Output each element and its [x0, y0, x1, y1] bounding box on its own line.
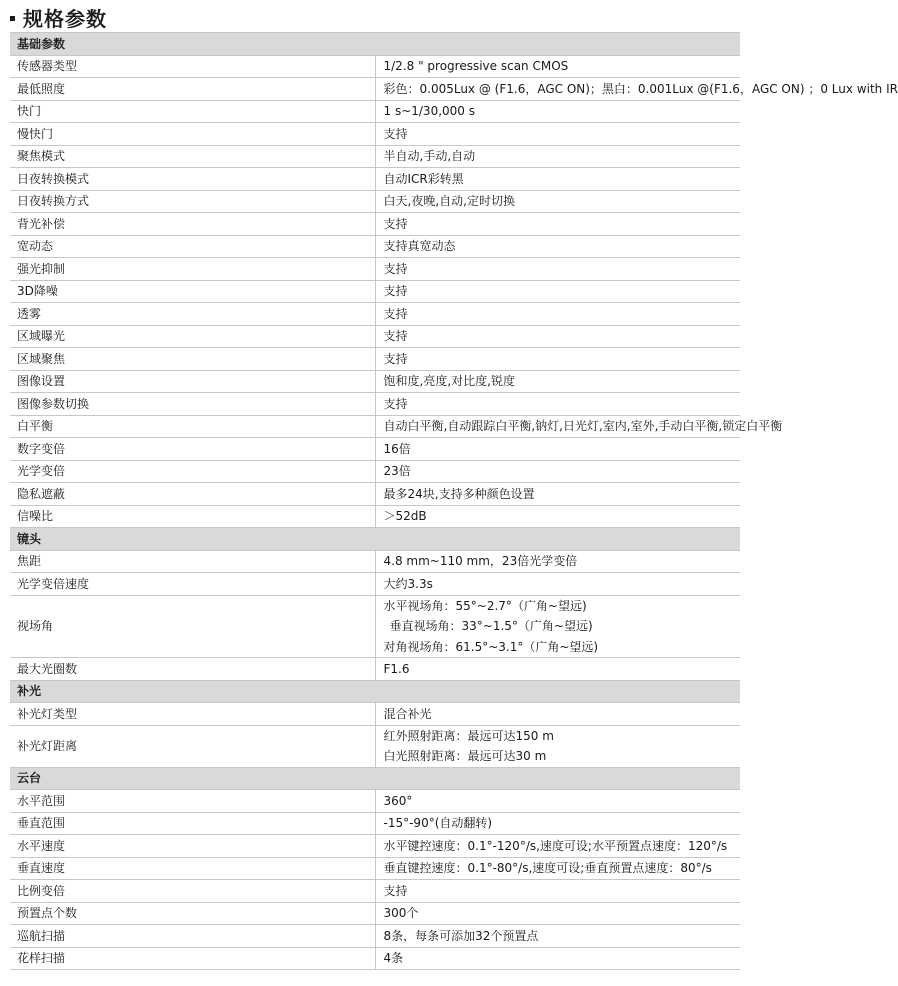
spec-row [10, 100, 740, 123]
fov-diagonal: 对角视场角：61.5°~3.1°（广角~望远) [383, 639, 599, 654]
ir-distance: 红外照射距离：最远可达150 m [383, 728, 554, 743]
spec-value: 大约3.3s [375, 573, 740, 596]
spec-value: 支持 [375, 213, 740, 236]
spec-row-multiline [10, 725, 740, 767]
spec-value: 自动白平衡,自动跟踪白平衡,钠灯,日光灯,室内,室外,手动白平衡,锁定白平衡 [375, 415, 740, 438]
spec-row [10, 258, 740, 281]
section-title: 云台 [10, 767, 740, 790]
spec-label: 最低照度 [10, 78, 375, 101]
spec-row [10, 703, 740, 726]
spec-row [10, 235, 740, 258]
spec-label: 强光抑制 [10, 258, 375, 281]
spec-row [10, 925, 740, 948]
spec-row [10, 55, 740, 78]
spec-row [10, 902, 740, 925]
spec-row [10, 280, 740, 303]
spec-value: 支持 [375, 880, 740, 903]
section-header-fill-light [10, 680, 740, 703]
spec-label: 垂直速度 [10, 857, 375, 880]
spec-row [10, 145, 740, 168]
spec-row [10, 483, 740, 506]
spec-label: 3D降噪 [10, 280, 375, 303]
spec-row [10, 303, 740, 326]
section-header-basic [10, 33, 740, 56]
fov-vertical: 垂直视场角：33°~1.5°（广角~望远) [389, 619, 593, 633]
spec-label: 传感器类型 [10, 55, 375, 78]
spec-row [10, 505, 740, 528]
spec-value: 4.8 mm~110 mm，23倍光学变倍 [375, 550, 740, 573]
spec-label: 水平范围 [10, 790, 375, 813]
spec-value: 彩色：0.005Lux @ (F1.6，AGC ON)；黑白：0.001Lux @(F1.6，AGC ON) ；0 Lux with IR [375, 78, 740, 101]
spec-value: 8条，每条可添加32个预置点 [375, 925, 740, 948]
spec-row [10, 393, 740, 416]
spec-value: 300个 [375, 902, 740, 925]
spec-label: 区域曝光 [10, 325, 375, 348]
spec-value: 混合补光 [375, 703, 740, 726]
spec-label: 焦距 [10, 550, 375, 573]
bullet-icon [10, 16, 15, 21]
spec-value: 1/2.8 " progressive scan CMOS [375, 55, 740, 78]
spec-value: 半自动,手动,自动 [375, 145, 740, 168]
page-title-text: 规格参数 [23, 6, 107, 31]
section-header-ptz [10, 767, 740, 790]
spec-row [10, 835, 740, 858]
section-header-lens [10, 528, 740, 551]
spec-table [10, 32, 898, 970]
spec-value: 白天,夜晚,自动,定时切换 [375, 190, 740, 213]
spec-value: 支持 [375, 280, 740, 303]
spec-row [10, 550, 740, 573]
spec-label: 图像设置 [10, 370, 375, 393]
spec-label: 巡航扫描 [10, 925, 375, 948]
spec-label: 光学变倍 [10, 460, 375, 483]
spec-row [10, 213, 740, 236]
page-title [10, 4, 107, 30]
spec-row [10, 348, 740, 371]
spec-label: 快门 [10, 100, 375, 123]
spec-label: 慢快门 [10, 123, 375, 146]
spec-row [10, 78, 740, 101]
spec-label: 最大光圈数 [10, 658, 375, 681]
spec-value: 支持 [375, 123, 740, 146]
spec-row [10, 325, 740, 348]
spec-label: 补光灯距离 [10, 725, 375, 767]
spec-row-multiline [10, 595, 740, 658]
spec-row [10, 947, 740, 970]
spec-value: F1.6 [375, 658, 740, 681]
spec-value: 支持 [375, 348, 740, 371]
spec-value: ＞52dB [375, 505, 740, 528]
spec-row [10, 370, 740, 393]
spec-value: 支持 [375, 303, 740, 326]
spec-label: 图像参数切换 [10, 393, 375, 416]
spec-value [375, 725, 740, 767]
spec-value: 饱和度,亮度,对比度,锐度 [375, 370, 740, 393]
spec-row [10, 168, 740, 191]
spec-label: 宽动态 [10, 235, 375, 258]
spec-label: 预置点个数 [10, 902, 375, 925]
spec-label: 背光补偿 [10, 213, 375, 236]
spec-value: 最多24块,支持多种颜色设置 [375, 483, 740, 506]
fov-horizontal: 水平视场角：55°~2.7°（广角~望远) [383, 598, 587, 613]
spec-value: 23倍 [375, 460, 740, 483]
spec-value [375, 595, 740, 658]
spec-row [10, 812, 740, 835]
spec-row [10, 438, 740, 461]
spec-value: 自动ICR彩转黑 [375, 168, 740, 191]
section-title: 镜头 [10, 528, 740, 551]
spec-row [10, 857, 740, 880]
spec-label: 隐私遮蔽 [10, 483, 375, 506]
spec-label: 信噪比 [10, 505, 375, 528]
spec-value: -15°-90°(自动翻转) [375, 812, 740, 835]
section-title: 补光 [10, 680, 740, 703]
spec-value: 1 s~1/30,000 s [375, 100, 740, 123]
spec-value: 垂直键控速度：0.1°-80°/s,速度可设;垂直预置点速度：80°/s [375, 857, 740, 880]
spec-value: 16倍 [375, 438, 740, 461]
spec-value: 支持 [375, 393, 740, 416]
spec-row [10, 190, 740, 213]
spec-label: 水平速度 [10, 835, 375, 858]
spec-label: 聚焦模式 [10, 145, 375, 168]
spec-label: 光学变倍速度 [10, 573, 375, 596]
section-title: 基础参数 [10, 33, 740, 56]
spec-label: 视场角 [10, 595, 375, 658]
spec-row [10, 573, 740, 596]
spec-label: 花样扫描 [10, 947, 375, 970]
spec-row [10, 880, 740, 903]
spec-row [10, 460, 740, 483]
spec-label: 垂直范围 [10, 812, 375, 835]
spec-row [10, 658, 740, 681]
spec-label: 数字变倍 [10, 438, 375, 461]
spec-value: 360° [375, 790, 740, 813]
spec-row [10, 123, 740, 146]
spec-label: 比例变倍 [10, 880, 375, 903]
spec-value: 水平键控速度：0.1°-120°/s,速度可设;水平预置点速度：120°/s [375, 835, 740, 858]
spec-label: 区域聚焦 [10, 348, 375, 371]
spec-value: 支持 [375, 258, 740, 281]
spec-value: 4条 [375, 947, 740, 970]
spec-label: 透雾 [10, 303, 375, 326]
white-light-distance: 白光照射距离：最远可达30 m [383, 749, 547, 763]
spec-value: 支持 [375, 325, 740, 348]
spec-row [10, 790, 740, 813]
spec-label: 日夜转换模式 [10, 168, 375, 191]
spec-value: 支持真宽动态 [375, 235, 740, 258]
spec-label: 补光灯类型 [10, 703, 375, 726]
spec-label: 日夜转换方式 [10, 190, 375, 213]
spec-label: 白平衡 [10, 415, 375, 438]
spec-row [10, 415, 740, 438]
